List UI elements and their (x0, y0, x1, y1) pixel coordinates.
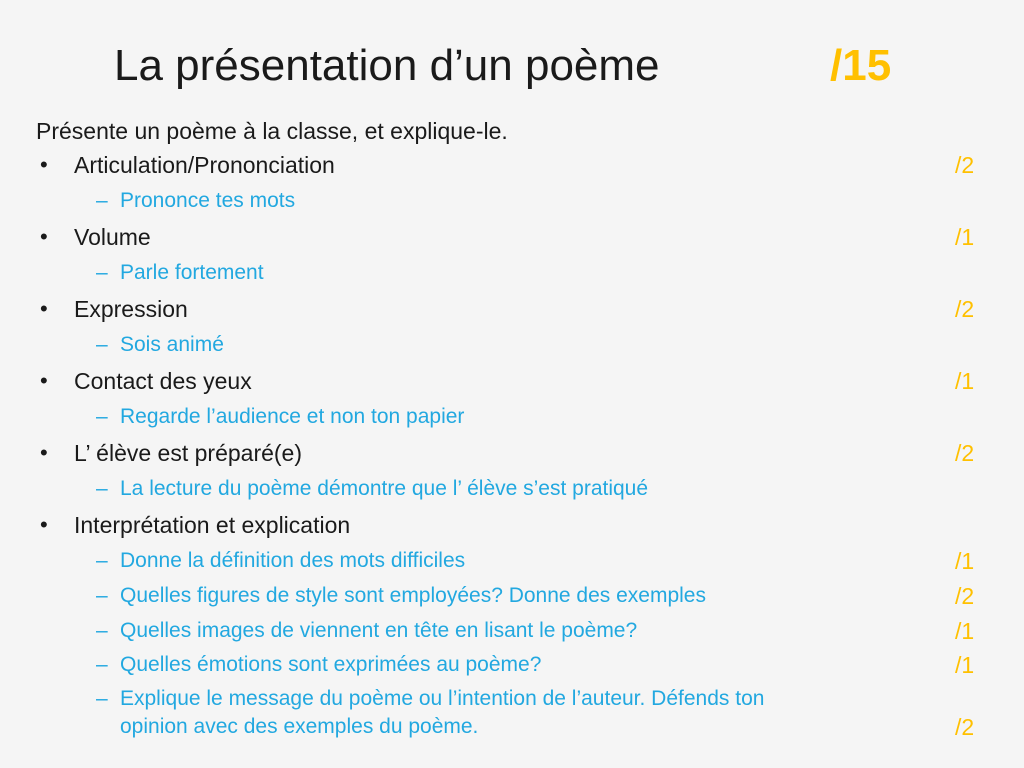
criterion-label: Interprétation et explication (74, 512, 351, 538)
bullet-icon: • (40, 152, 48, 177)
bullet-icon: • (40, 224, 48, 249)
criterion-label: L’ élève est préparé(e) (74, 440, 303, 466)
criterion-articulation (0, 150, 1024, 180)
detail-message (0, 684, 1024, 714)
dash-icon: – (96, 405, 108, 428)
criterion-score: /2 (955, 296, 975, 322)
detail-score: /1 (955, 548, 975, 574)
dash-icon: – (96, 261, 108, 284)
dash-icon: – (96, 477, 108, 500)
detail-text: Donne la définition des mots difficiles (120, 549, 466, 572)
detail-prononce (0, 186, 1024, 216)
detail-text: Quelles émotions sont exprimées au poème? (120, 653, 542, 676)
criterion-label: Contact des yeux (74, 368, 252, 394)
detail-regarde (0, 402, 1024, 432)
total-score: /15 (830, 41, 892, 90)
criterion-volume (0, 222, 1024, 252)
detail-figures (0, 581, 1024, 611)
criterion-expression (0, 294, 1024, 324)
detail-text: Parle fortement (120, 261, 264, 284)
criterion-score: /2 (955, 440, 975, 466)
criterion-score: /1 (955, 368, 975, 394)
criterion-contact (0, 366, 1024, 396)
detail-images (0, 616, 1024, 646)
criterion-interpretation (0, 510, 1024, 540)
detail-text: Sois animé (120, 333, 224, 356)
detail-score: /2 (955, 583, 975, 609)
detail-score: /1 (955, 618, 975, 644)
detail-text: Quelles images de viennent en tête en lisant le poème? (120, 619, 638, 642)
criterion-label: Expression (74, 296, 188, 322)
criterion-prepare (0, 438, 1024, 468)
detail-lecture (0, 474, 1024, 504)
dash-icon: – (96, 189, 108, 212)
detail-score: /2 (955, 714, 975, 740)
dash-icon: – (96, 584, 108, 607)
detail-score: /1 (955, 652, 975, 678)
bullet-icon: • (40, 440, 48, 465)
dash-icon: – (96, 333, 108, 356)
detail-definition (0, 546, 1024, 576)
detail-sois-anime (0, 330, 1024, 360)
criterion-label: Articulation/Prononciation (74, 152, 335, 178)
bullet-icon: • (40, 368, 48, 393)
criterion-label: Volume (74, 224, 151, 250)
bullet-icon: • (40, 512, 48, 537)
intro-text: Présente un poème à la classe, et explique-le. (36, 118, 508, 144)
slide-title: La présentation d’un poème (114, 41, 660, 90)
detail-emotions (0, 650, 1024, 680)
dash-icon: – (96, 653, 108, 676)
detail-text: La lecture du poème démontre que l’ élève s’est pratiqué (120, 477, 649, 500)
dash-icon: – (96, 619, 108, 642)
dash-icon: – (96, 549, 108, 572)
criterion-score: /2 (955, 152, 975, 178)
detail-opinion (0, 712, 1024, 742)
dash-icon: – (96, 687, 108, 710)
detail-parle (0, 258, 1024, 288)
detail-text: Quelles figures de style sont employées? Donne des exemples (120, 584, 706, 607)
detail-text: Explique le message du poème ou l’intention de l’auteur. Défends ton (120, 687, 765, 710)
criterion-score: /1 (955, 224, 975, 250)
detail-text: opinion avec des exemples du poème. (120, 715, 479, 738)
detail-text: Prononce tes mots (120, 189, 296, 212)
detail-text: Regarde l’audience et non ton papier (120, 405, 465, 428)
bullet-icon: • (40, 296, 48, 321)
